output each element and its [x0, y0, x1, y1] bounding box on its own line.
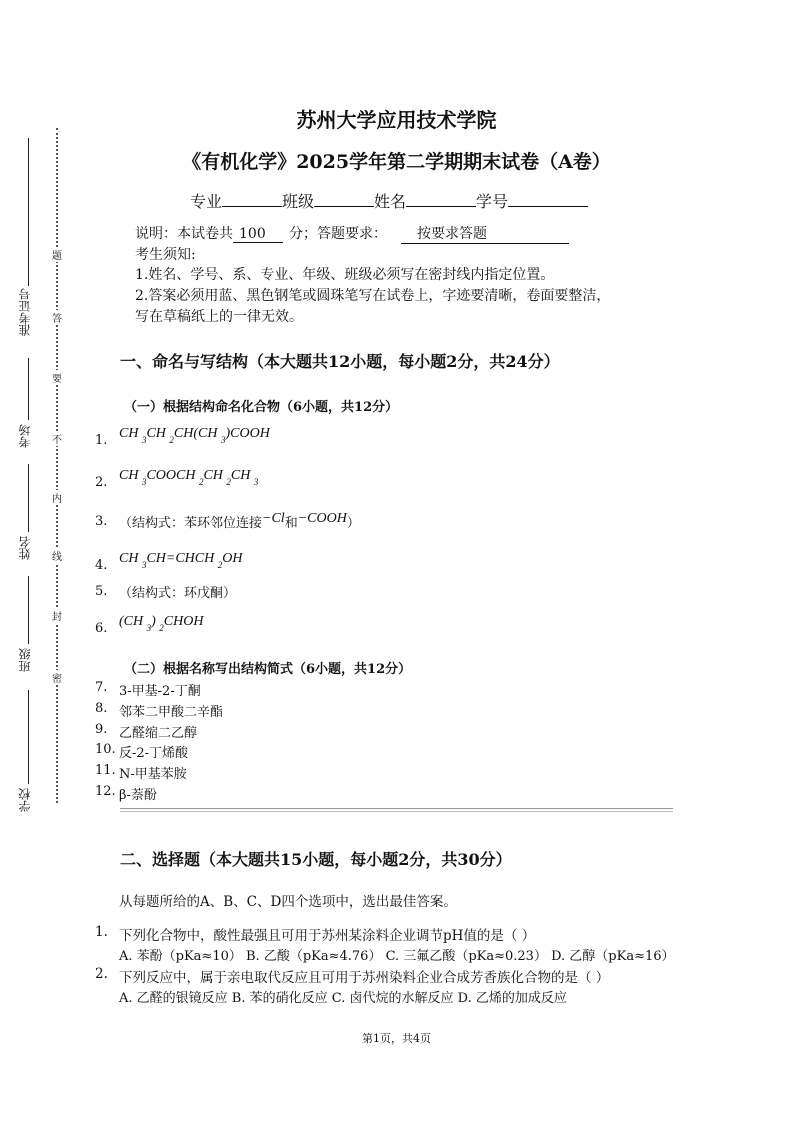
question-number: 11.: [95, 763, 116, 778]
class-blank[interactable]: [314, 190, 374, 207]
student-fields: [190, 189, 588, 212]
question-text: 乙醛缩二乙醇: [119, 726, 198, 741]
mcq-1-options: A. 苯酚（pKa≈10） B. 乙酸（pKa≈4.76） C. 三氟乙酸（pKa≈0.23） D. 乙醇（pKa≈16）: [119, 949, 675, 964]
page-number: 第1页，共4页: [362, 1032, 431, 1045]
seal-char: 密: [51, 670, 63, 685]
binding-line-school[interactable]: [28, 690, 29, 784]
mcq-2-options: A. 乙醛的银镜反应 B. 苯的硝化反应 C. 卤代烷的水解反应 D. 乙烯的加成反应: [119, 991, 567, 1006]
formula-q6: (CH $_3$) $_2$CHOH: [119, 614, 204, 633]
name-blank[interactable]: [406, 190, 476, 207]
question-text: N-甲基苯胺: [119, 767, 187, 782]
question-number: 1.: [95, 924, 108, 940]
notice-item-1: 1.姓名、学号、系、专业、年级、班级必须写在密封线内指定位置。: [135, 267, 555, 283]
notice-item-2: 2.答案必须用蓝、黑色钢笔或圆珠笔写在试卷上，字迹要清晰，卷面要整洁，: [135, 288, 611, 304]
field-label-student-id: 学号: [476, 192, 509, 211]
exam-title: 《有机化学》2025学年第二学期期末试卷（A卷）: [182, 151, 611, 173]
seal-char: 答: [51, 310, 63, 325]
school-title: 苏州大学应用技术学院: [296, 108, 497, 132]
seal-char: 题: [51, 247, 63, 262]
part2-heading: （二）根据名称写出结构简式（6小题，共12分）: [124, 662, 412, 677]
binding-line-exam-room[interactable]: [28, 358, 29, 420]
major-blank[interactable]: [222, 190, 282, 207]
question-number: 2.: [95, 475, 108, 490]
seal-char: 封: [51, 608, 63, 623]
mcq-1-text: 下列化合物中，酸性最强且可用于苏州某涂料企业调节pH值的是（ ）: [119, 928, 536, 944]
question-number: 10.: [95, 742, 116, 757]
question-number: 2.: [95, 966, 108, 982]
binding-line-class[interactable]: [28, 576, 29, 644]
total-score: 100: [233, 226, 283, 243]
question-number: 7.: [95, 680, 108, 695]
part1-heading: （一）根据结构命名化合物（6小题，共12分）: [124, 400, 399, 415]
seal-char: 线: [51, 548, 63, 563]
question-3-text: （结构式：苯环邻位连接−Cl和−COOH）: [119, 511, 360, 531]
question-number: 4.: [95, 558, 108, 573]
seal-dotted-line: [56, 128, 58, 803]
question-number: 9.: [95, 722, 108, 737]
question-number: 3.: [95, 514, 108, 529]
section2-intro: 从每题所给的A、B、C、D四个选项中，选出最佳答案。: [119, 894, 457, 910]
seal-char: 不: [51, 431, 63, 446]
question-number: 8.: [95, 701, 108, 716]
field-label-major: 专业: [190, 192, 223, 211]
binding-label-class: 班级: [18, 648, 32, 672]
question-number: 6.: [95, 621, 108, 636]
question-text: β-萘酚: [119, 788, 157, 803]
question-text: 3-甲基-2-丁酮: [119, 684, 201, 699]
question-number: 1.: [95, 433, 108, 448]
instructions-line: [135, 223, 569, 244]
student-id-blank[interactable]: [508, 190, 588, 207]
seal-char: 内: [51, 490, 63, 505]
instructions-middle: 分；答题要求：: [289, 226, 387, 242]
question-text: 邻苯二甲酸二辛酯: [119, 705, 224, 720]
binding-label-name: 姓名: [18, 536, 32, 560]
formula-q1: CH $_3$CH $_2$CH(CH $_3$)COOH: [119, 426, 270, 445]
notice-item-2-cont: 写在草稿纸上的一律无效。: [135, 309, 303, 325]
notice-title: 考生须知:: [135, 247, 196, 263]
section1-heading: 一、命名与写结构（本大题共12小题，每小题2分，共24分）: [120, 352, 560, 371]
section-divider: [120, 811, 673, 812]
field-label-class: 班级: [282, 192, 315, 211]
question-number: 12.: [95, 784, 116, 799]
question-text: 反-2-丁烯酸: [119, 746, 189, 761]
mcq-2-text: 下列反应中，属于亲电取代反应且可用于苏州染料企业合成芳香族化合物的是（ ）: [119, 970, 610, 986]
field-label-name: 姓名: [374, 192, 407, 211]
formula-q4: CH $_3$CH=CHCH $_2$OH: [119, 551, 243, 570]
binding-label-exam-room: 考场: [18, 424, 32, 448]
instructions-prefix: 说明：本试卷共: [135, 226, 233, 242]
question-number: 5.: [95, 584, 108, 599]
section2-heading: 二、选择题（本大题共15小题，每小题2分，共30分）: [120, 850, 512, 869]
answer-requirement: 按要求答题: [401, 223, 569, 244]
section-divider: [120, 808, 673, 809]
formula-q2: CH $_3$COOCH $_2$CH $_2$CH $_3$: [119, 468, 259, 487]
binding-line-name[interactable]: [28, 464, 29, 532]
binding-label-exam-number: 准考证号: [18, 288, 32, 336]
seal-char: 要: [51, 370, 63, 385]
question-5-text: （结构式：环戊酮）: [119, 586, 237, 601]
binding-label-school: 学校: [18, 788, 32, 812]
